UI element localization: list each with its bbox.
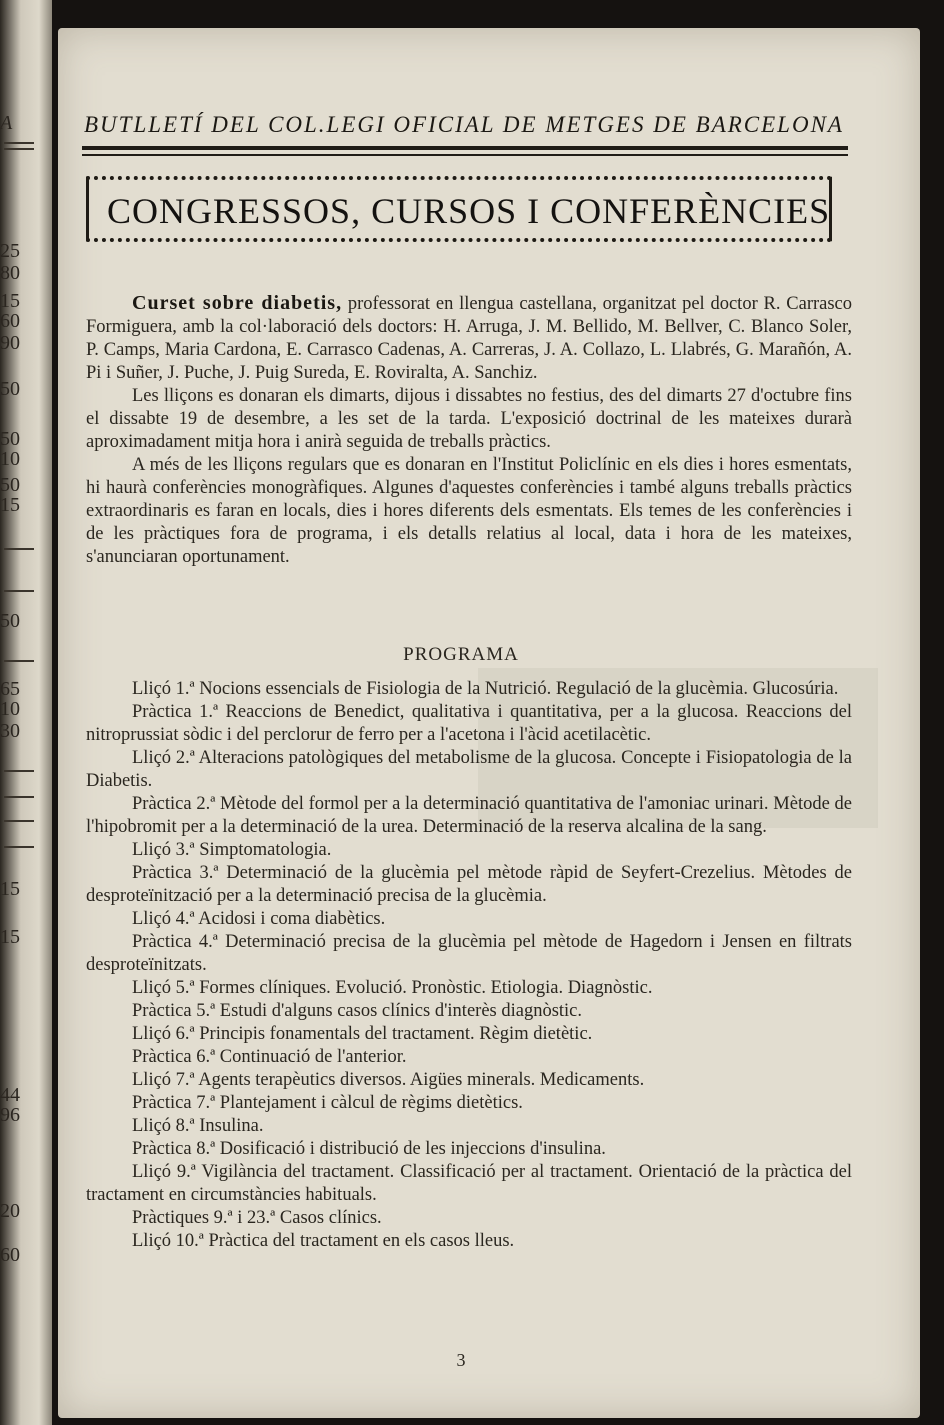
program-item: Pràctica 2.ª Mètode del formol per a la determinació quantitativa de l'amoniac urinari. Mètode de l'hipobromit per a la determinació de la urea. Determinació de la reserva alcalina de la sang.: [86, 794, 852, 837]
margin-rule: [4, 796, 34, 798]
margin-fragment: 65: [0, 678, 20, 700]
margin-rule: [4, 142, 34, 144]
section-banner: [86, 176, 832, 242]
program-item: Lliçó 8.ª Insulina.: [132, 1116, 264, 1136]
article-body: [86, 292, 852, 569]
program-item: Lliçó 9.ª Vigilància del tractament. Classificació per al tractament. Orientació de la pràctica del tractament en circumstàncies habituals.: [86, 1162, 852, 1205]
program-item: Pràctica 7.ª Plantejament i càlcul de règims dietètics.: [132, 1093, 523, 1113]
margin-fragment: 20: [0, 1200, 20, 1222]
margin-rule: [4, 660, 34, 662]
program-item: Pràctica 3.ª Determinació de la glucèmia pel mètode ràpid de Seyfert-Crezelius. Mètodes de desproteïnització per a la determinació precisa de la glucèmia.: [86, 863, 852, 906]
margin-fragment: 15: [0, 926, 20, 948]
margin-fragment: 25: [0, 240, 20, 262]
margin-fragment: 80: [0, 262, 20, 284]
program-list: [86, 678, 852, 1253]
margin-rule: [4, 590, 34, 592]
program-item: Pràctica 1.ª Reaccions de Benedict, qualitativa i quantitativa, per a la glucosa. Reaccions del nitroprussiat sòdic i del perclorur de ferro per a l'acetona i l'àcid acetilacètic.: [86, 702, 852, 745]
margin-fragment: 50: [0, 610, 20, 632]
document-page: [58, 28, 920, 1418]
margin-fragment: 44: [0, 1084, 20, 1106]
margin-fragment: 15: [0, 878, 20, 900]
article-intro: professorat en llengua castellana, organitzat pel doctor R. Carrasco Formiguera, amb la col·laboració dels doctors: H. Arruga, J. M. Bellido, M. Bellver, C. Blanco Soler, P. Camps, Maria Cardona, E. Carrasco Cadenas, A. Carreras, J. A. Collazo, L. Llabrés, G. Marañón, A. Pi i Suñer, J. Puche, J. Puig Sureda, E. Roviralta, A. Sanchiz.: [86, 294, 853, 383]
program-item: Lliçó 5.ª Formes clíniques. Evolució. Pronòstic. Etiologia. Diagnòstic.: [132, 978, 653, 998]
program-item: Pràctiques 9.ª i 23.ª Casos clínics.: [132, 1208, 382, 1228]
article-paragraph: A més de les lliçons regulars que es donaran en l'Institut Policlínic en els dies i hores esmentats, hi haurà conferències monogràfiques. Algunes d'aquestes conferències i també alguns treballs pràctics extraordinaris es faran en locals, dies i hores diferents dels esmentats. Els temes de les conferències i de les pràctiques fora de programa, i els detalls relatius al local, data i hora de les mateixes, s'anunciaran oportunament.: [86, 455, 852, 567]
margin-fragment: 60: [0, 310, 20, 332]
program-item: Pràctica 4.ª Determinació precisa de la glucèmia pel mètode de Hagedorn i Jensen en filtrats desproteïnitzats.: [86, 932, 852, 975]
program-item: Lliçó 3.ª Simptomatologia.: [132, 840, 332, 860]
page-number: 3: [456, 1350, 466, 1370]
margin-rule: [4, 770, 34, 772]
margin-fragment: 10: [0, 448, 20, 470]
header-rule: [82, 146, 848, 150]
margin-fragment: 15: [0, 290, 20, 312]
program-item: Lliçó 6.ª Principis fonamentals del tractament. Règim dietètic.: [132, 1024, 593, 1044]
margin-rule: [4, 820, 34, 822]
margin-fragment: 90: [0, 332, 20, 354]
adjacent-page-edge: [0, 0, 52, 1425]
margin-fragment: 50: [0, 428, 20, 450]
article-lead: Curset sobre diabetis,: [132, 292, 343, 314]
program-item: Lliçó 10.ª Pràctica del tractament en els casos lleus.: [132, 1231, 515, 1251]
program-item: Lliçó 7.ª Agents terapèutics diversos. Aigües minerals. Medicaments.: [132, 1070, 645, 1090]
header-rule: [82, 154, 848, 156]
margin-fragment: 60: [0, 1244, 20, 1266]
program-item: Lliçó 4.ª Acidosi i coma diabètics.: [132, 909, 386, 929]
margin-fragment: 15: [0, 494, 20, 516]
journal-header: BUTLLETÍ DEL COL.LEGI OFICIAL DE METGES DE BARCELONA: [84, 112, 844, 137]
section-title: CONGRESSOS, CURSOS I CONFERÈNCIES: [107, 191, 831, 231]
program-item: Lliçó 2.ª Alteracions patològiques del metabolisme de la glucosa. Concepte i Fisiopatologia de la Diabetis.: [86, 748, 852, 791]
program-item: Pràctica 6.ª Continuació de l'anterior.: [132, 1047, 407, 1067]
program-item: Pràctica 8.ª Dosificació i distribució de les injeccions d'insulina.: [132, 1139, 606, 1159]
margin-fragment: 96: [0, 1104, 20, 1126]
program-item: Lliçó 1.ª Nocions essencials de Fisiologia de la Nutrició. Regulació de la glucèmia. Glucosúria.: [132, 679, 839, 699]
margin-fragment: A: [0, 112, 13, 134]
margin-rule: [4, 846, 34, 848]
program-item: Pràctica 5.ª Estudi d'alguns casos clínics d'interès diagnòstic.: [132, 1001, 583, 1021]
program-title: PROGRAMA: [403, 644, 519, 665]
article-paragraph: Les lliçons es donaran els dimarts, dijous i dissabtes no festius, des del dimarts 27 d'octubre fins el dissabte 19 de desembre, a les set de la tarda. L'exposició doctrinal de les mateixes durarà aproximadament mitja hora i anirà seguida de treballs pràctics.: [86, 386, 852, 452]
margin-rule: [4, 148, 34, 150]
margin-rule: [4, 548, 34, 550]
article-intro-paragraph: [86, 292, 852, 385]
margin-fragment: 10: [0, 698, 20, 720]
margin-fragment: 50: [0, 378, 20, 400]
margin-fragment: 50: [0, 474, 20, 496]
margin-fragment: 30: [0, 720, 20, 742]
